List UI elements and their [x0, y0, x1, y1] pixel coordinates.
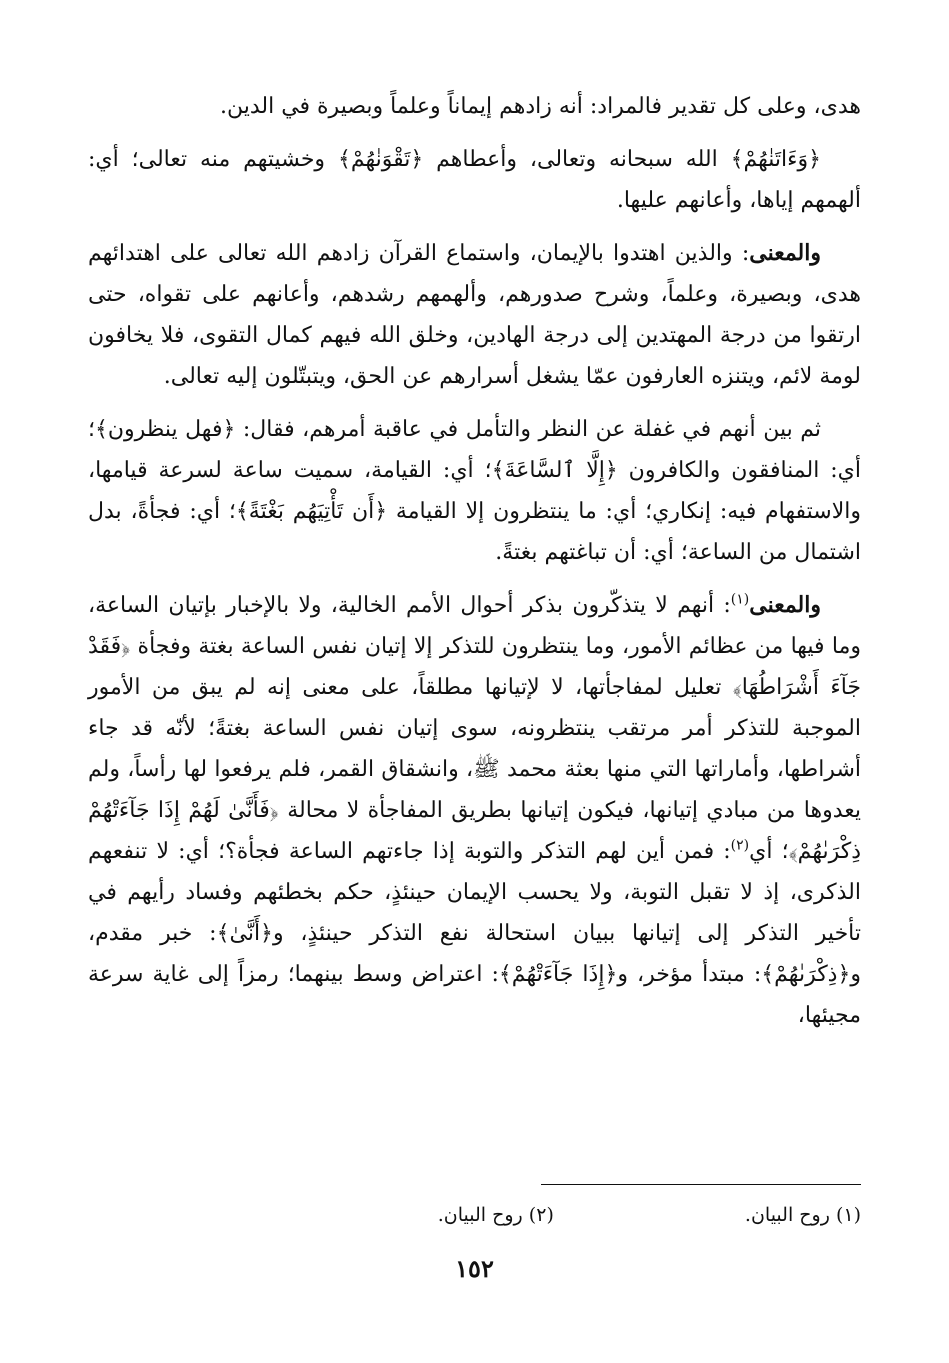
- footnote-ref-2: (٢): [730, 837, 750, 854]
- footnote-text: روح البيان.: [744, 1204, 830, 1226]
- footnote-2: [438, 1200, 554, 1230]
- paragraph-2: [88, 139, 861, 221]
- footnote-number: (٢): [528, 1204, 554, 1226]
- paragraph-text: : والذين اهتدوا بالإيمان، واستماع القرآن زادهم الله تعالى على اهتدائهم هدى، وبصيرة، وعلماً، وشرح صدورهم، وألهمهم رشدهم، وأعانهم على تقواه، حتى ارتقوا من درجة المهتدين إلى درجة الهادين، وخلق الله فيهم كمال التقوى، فلا يخافون لومة لائم، ويتنزه العارفون عمّا يشغل أسرارهم عن الحق، ويتبتّلون إليه تعالى.: [88, 241, 861, 389]
- paragraph-text-continued: : فمن أين لهم التذكر والتوبة إذا جاءتهم الساعة فجأة؟؛ أي: لا تنفعهم الذكرى، إذ لا تقبل التوبة، ولا يحسب الإيمان حينئذٍ، حكم بخطئهم وفساد رأيهم في تأخير التذكر إلى إتيانها ببيان استحالة نفع التذكر حينئذٍ، و﴿أَنَّىٰ﴾: خبر مقدم، و﴿ذِكْرَىٰهُمْ﴾: مبتدأ مؤخر، و﴿إِذَا جَآءَتْهُمْ﴾: اعتراض وسط بينهما؛ رمزاً إلى غاية سرعة مجيئها،: [88, 839, 861, 1028]
- footnote-1: [745, 1200, 861, 1230]
- footnote-ref-1: (١): [730, 591, 750, 608]
- page-number: ١٥٢: [455, 1254, 494, 1283]
- paragraph-1: [88, 86, 861, 127]
- footnote-divider: [541, 1184, 861, 1185]
- paragraph-5: [88, 585, 861, 1036]
- footnote-number: (١): [835, 1204, 861, 1226]
- paragraph-lead: والمعنى: [749, 592, 821, 618]
- paragraph-text: هدى، وعلى كل تقدير فالمراد: أنه زادهم إيماناً وعلماً وبصيرة في الدين.: [219, 94, 861, 119]
- footnote-text: روح البيان.: [437, 1204, 523, 1226]
- paragraph-text: ثم بين أنهم في غفلة عن النظر والتأمل في عاقبة أمرهم، فقال: ﴿فهل ينظرون﴾؛ أي: المنافقون والكافرون ﴿إِلَّا ٱلسَّاعَةَ﴾؛ أي: القيامة، سميت ساعة لسرعة قيامها، والاستفهام فيه: إنكاري؛ أي: ما ينتظرون إلا القيامة ﴿أَن تَأْتِيَهُم بَغْتَةً﴾؛ أي: فجأةً، بدل اشتمال من الساعة؛ أي: أن تباغتهم بغتةً.: [88, 417, 861, 565]
- main-text: [88, 86, 861, 1036]
- paragraph-3: [88, 233, 861, 397]
- paragraph-4: [88, 409, 861, 573]
- footnotes: [88, 1200, 861, 1230]
- paragraph-lead: والمعنى: [749, 240, 821, 266]
- paragraph-text: ﴿وَءَاتَنٰهُمْ﴾ الله سبحانه وتعالى، وأعطاهم ﴿تَقْوَنٰهُمْ﴾ وخشيتهم منه تعالى؛ أي: ألهمهم إياها، وأعانهم عليها.: [88, 147, 861, 213]
- paragraph-text: : أنهم لا يتذكّرون بذكر أحوال الأمم الخالية، ولا بالإخبار بإتيان الساعة، وما فيها من عظائم الأمور، وما ينتظرون للتذكر إلا إتيان نفس الساعة بغتة وفجأة ﴿فَقَدْ جَآءَ أَشْرَاطُهَا﴾ تعليل لمفاجأتها، لا لإتيانها مطلقاً، على معنى إنه لم يبق من الأمور الموجبة للتذكر أمر مرتقب ينتظرونه، سوى إتيان نفس الساعة بغتةً؛ لأنّه قد جاء أشراطها، وأماراتها التي منها بعثة محمد ﷺ، وانشقاق القمر، فلم يرفعوا لها رأساً، ولم يعدوها من مبادي إتيانها، فيكون إتيانها بطريق المفاجأة لا محالة ﴿فَأَنَّىٰ لَهُمْ إِذَا جَآءَتْهُمْ ذِكْرَىٰهُمْ﴾؛ أي: [88, 593, 861, 864]
